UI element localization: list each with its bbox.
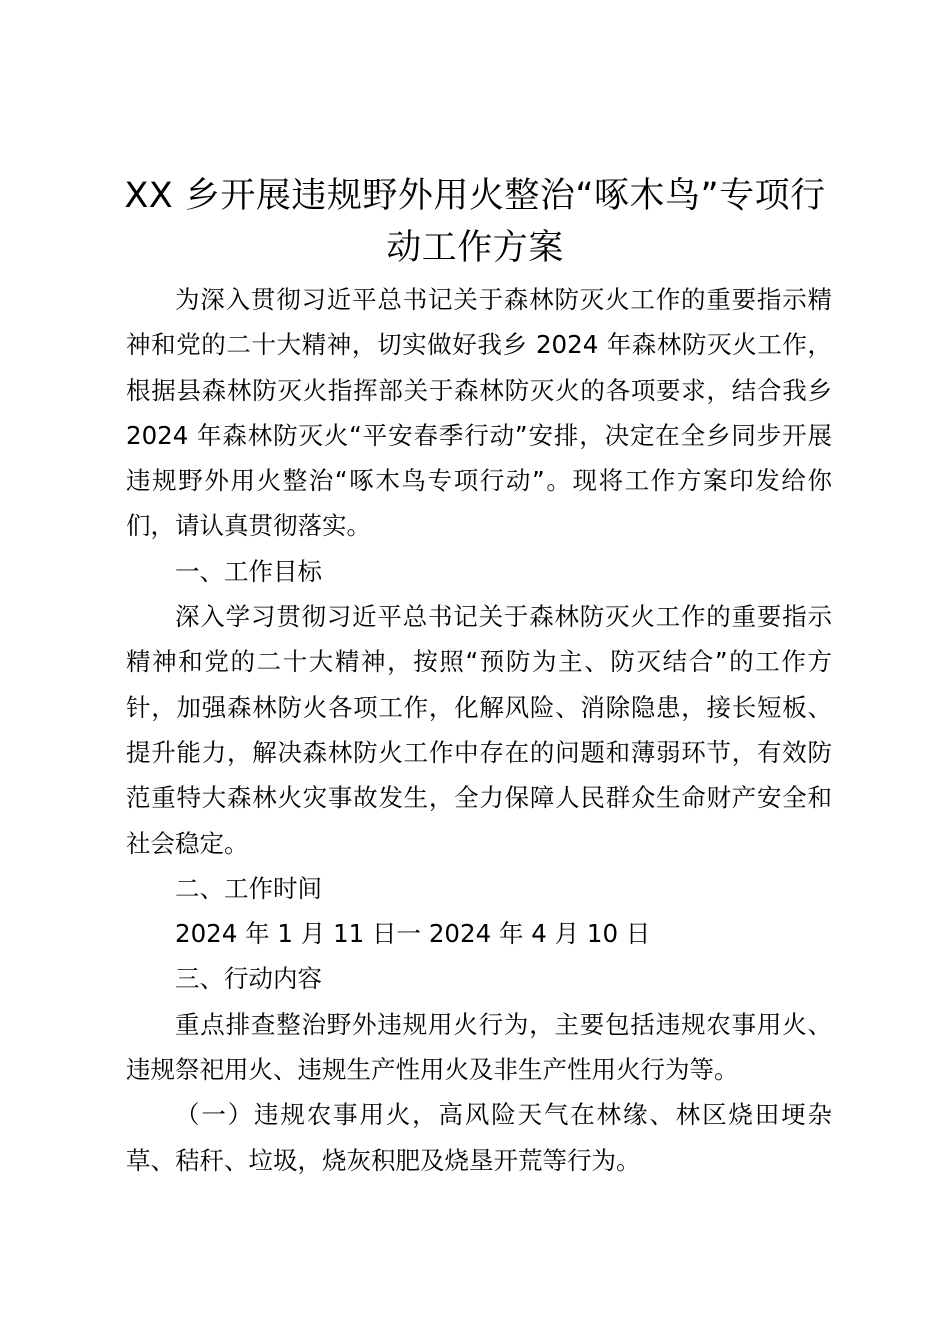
goals-paragraph: 深入学习贯彻习近平总书记关于森林防灭火工作的重要指示精神和党的二十大精神，按照“预防为主、防灭结合”的工作方针，加强森林防火各项工作，化解风险、消除隐患，接长短板、提升能力，解决森林防火工作中存在的问题和薄弱环节，有效防范重特大森林火灾事故发生，全力保障人民群众生命财产安全和社会稳定。 [126, 602, 832, 858]
content-paragraph: 重点排查整治野外违规用火行为，主要包括违规农事用火、违规祭祀用火、违规生产性用火及非生产性用火行为等。 [126, 1009, 832, 1085]
section-heading-time: 二、工作时间 [175, 873, 322, 903]
subsection-paragraph-1: （一）违规农事用火，高风险天气在林缘、林区烧田埂杂草、秸秆、垃圾，烧灰积肥及烧垦开荒等行为。 [126, 1100, 832, 1175]
intro-paragraph: 为深入贯彻习近平总书记关于森林防灭火工作的重要指示精神和党的二十大精神，切实做好我乡 2024 年森林防灭火工作，根据县森林防灭火指挥部关于森林防灭火的各项要求，结合我乡 2024 年森林防灭火“平安春季行动”安排，决定在全乡同步开展违规野外用火整治“啄木鸟专项行动”。现将工作方案印发给你们，请认真贯彻落实。 [126, 285, 832, 541]
document-title: XX 乡开展违规野外用火整治“啄木鸟”专项行动工作方案 [124, 176, 826, 268]
document-body [126, 277, 832, 1183]
section-heading-goals: 一、工作目标 [175, 556, 322, 586]
time-paragraph: 2024 年 1 月 11 日一 2024 年 4 月 10 日 [175, 919, 651, 949]
section-heading-content: 三、行动内容 [175, 964, 322, 994]
